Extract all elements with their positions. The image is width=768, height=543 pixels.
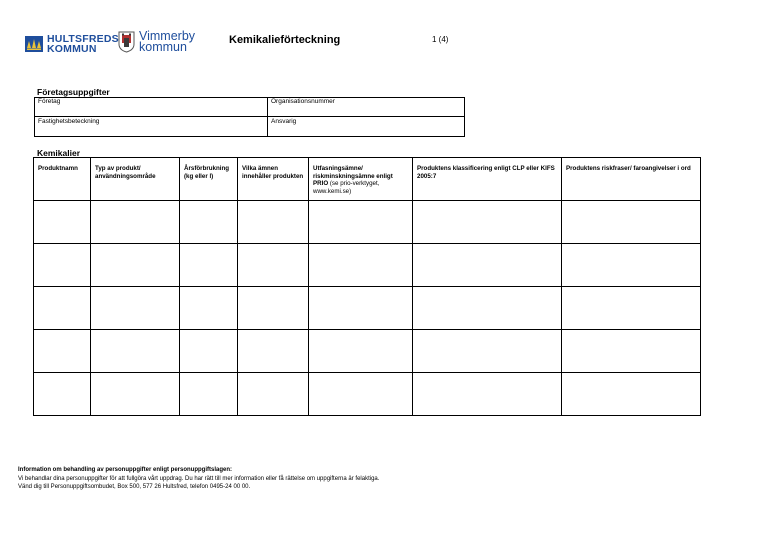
col-produktnamn: Produktnamn: [34, 158, 91, 201]
table-cell[interactable]: [180, 201, 238, 244]
table-row: [34, 287, 701, 330]
table-cell[interactable]: [34, 287, 91, 330]
table-cell[interactable]: [238, 287, 309, 330]
hultsfred-logo-line1: HULTSFREDS: [47, 33, 119, 45]
col-prio: Utfasningsämne/ riskminskningsämne enligt PRIO (se prio-verktyget, www.kemi.se): [309, 158, 413, 201]
table-cell[interactable]: [413, 244, 562, 287]
col-prio-note: (se prio-verktyget, www.kemi.se): [313, 180, 380, 195]
company-info-box: [34, 97, 465, 137]
table-row: [34, 330, 701, 373]
document-title: Kemikalieförteckning: [229, 34, 341, 46]
privacy-notice: [18, 466, 379, 492]
privacy-heading: Information om behandling av personuppgifter enligt personuppgiftslagen:: [18, 467, 233, 473]
company-section-title: Företagsuppgifter: [37, 87, 110, 97]
table-cell[interactable]: [34, 244, 91, 287]
table-cell[interactable]: [413, 330, 562, 373]
table-cell[interactable]: [238, 373, 309, 416]
table-cell[interactable]: [91, 201, 180, 244]
field-fastighet[interactable]: Fastighetsbeteckning: [38, 118, 100, 125]
table-row: [34, 373, 701, 416]
table-cell[interactable]: [238, 330, 309, 373]
table-cell[interactable]: [413, 373, 562, 416]
hultsfred-logo: [25, 34, 119, 54]
hultsfred-crest-icon: [25, 36, 43, 52]
col-klassificering: Produktens klassificering enligt CLP eller KIFS 2005:7: [413, 158, 562, 201]
table-cell[interactable]: [91, 244, 180, 287]
vimmerby-logo: [118, 31, 195, 53]
col-typ: Typ av produkt/ användningsområde: [91, 158, 180, 201]
table-cell[interactable]: [180, 373, 238, 416]
chemicals-section-title: Kemikalier: [37, 148, 80, 158]
privacy-line2: Vänd dig till Personuppgiftsombudet, Box 500, 577 26 Hultsfred, telefon 0495-24 00 00.: [18, 484, 251, 490]
field-ansvarig[interactable]: Ansvarig: [271, 118, 297, 125]
vimmerby-logo-line2: kommun: [139, 40, 187, 54]
table-cell[interactable]: [562, 373, 701, 416]
table-cell[interactable]: [562, 201, 701, 244]
table-cell[interactable]: [309, 373, 413, 416]
table-cell[interactable]: [238, 201, 309, 244]
col-riskfraser: Produktens riskfraser/ faroangivelser i ord: [562, 158, 701, 201]
table-cell[interactable]: [238, 244, 309, 287]
table-cell[interactable]: [91, 287, 180, 330]
table-cell[interactable]: [180, 287, 238, 330]
privacy-line1: Vi behandlar dina personuppgifter för att fullgöra vårt uppdrag. Du har rätt till mer information eller få rättelse om uppgifterna är felaktiga.: [18, 475, 380, 482]
field-orgnr[interactable]: Organisationsnummer: [271, 98, 335, 105]
table-cell[interactable]: [562, 244, 701, 287]
hultsfred-logo-line2: KOMMUN: [47, 43, 97, 55]
table-cell[interactable]: [413, 287, 562, 330]
table-cell[interactable]: [562, 287, 701, 330]
table-cell[interactable]: [309, 330, 413, 373]
table-cell[interactable]: [562, 330, 701, 373]
table-cell[interactable]: [180, 330, 238, 373]
table-cell[interactable]: [34, 201, 91, 244]
col-amnen: Vilka ämnen innehåller produkten: [238, 158, 309, 201]
table-cell[interactable]: [34, 373, 91, 416]
table-cell[interactable]: [309, 244, 413, 287]
field-foretag[interactable]: Företag: [38, 98, 61, 105]
table-row: [34, 244, 701, 287]
table-cell[interactable]: [34, 330, 91, 373]
chemicals-table: [33, 157, 701, 416]
page-number: 1 (4): [432, 35, 449, 44]
table-header-row: [34, 158, 701, 201]
col-arsforbrukning: Årsförbrukning (kg eller l): [180, 158, 238, 201]
table-cell[interactable]: [91, 330, 180, 373]
table-row: [34, 201, 701, 244]
vimmerby-logo-line1: Vimmerby: [139, 29, 196, 43]
table-cell[interactable]: [413, 201, 562, 244]
vimmerby-crest-icon: [118, 31, 135, 53]
table-cell[interactable]: [91, 373, 180, 416]
table-cell[interactable]: [180, 244, 238, 287]
table-cell[interactable]: [309, 287, 413, 330]
table-cell[interactable]: [309, 201, 413, 244]
